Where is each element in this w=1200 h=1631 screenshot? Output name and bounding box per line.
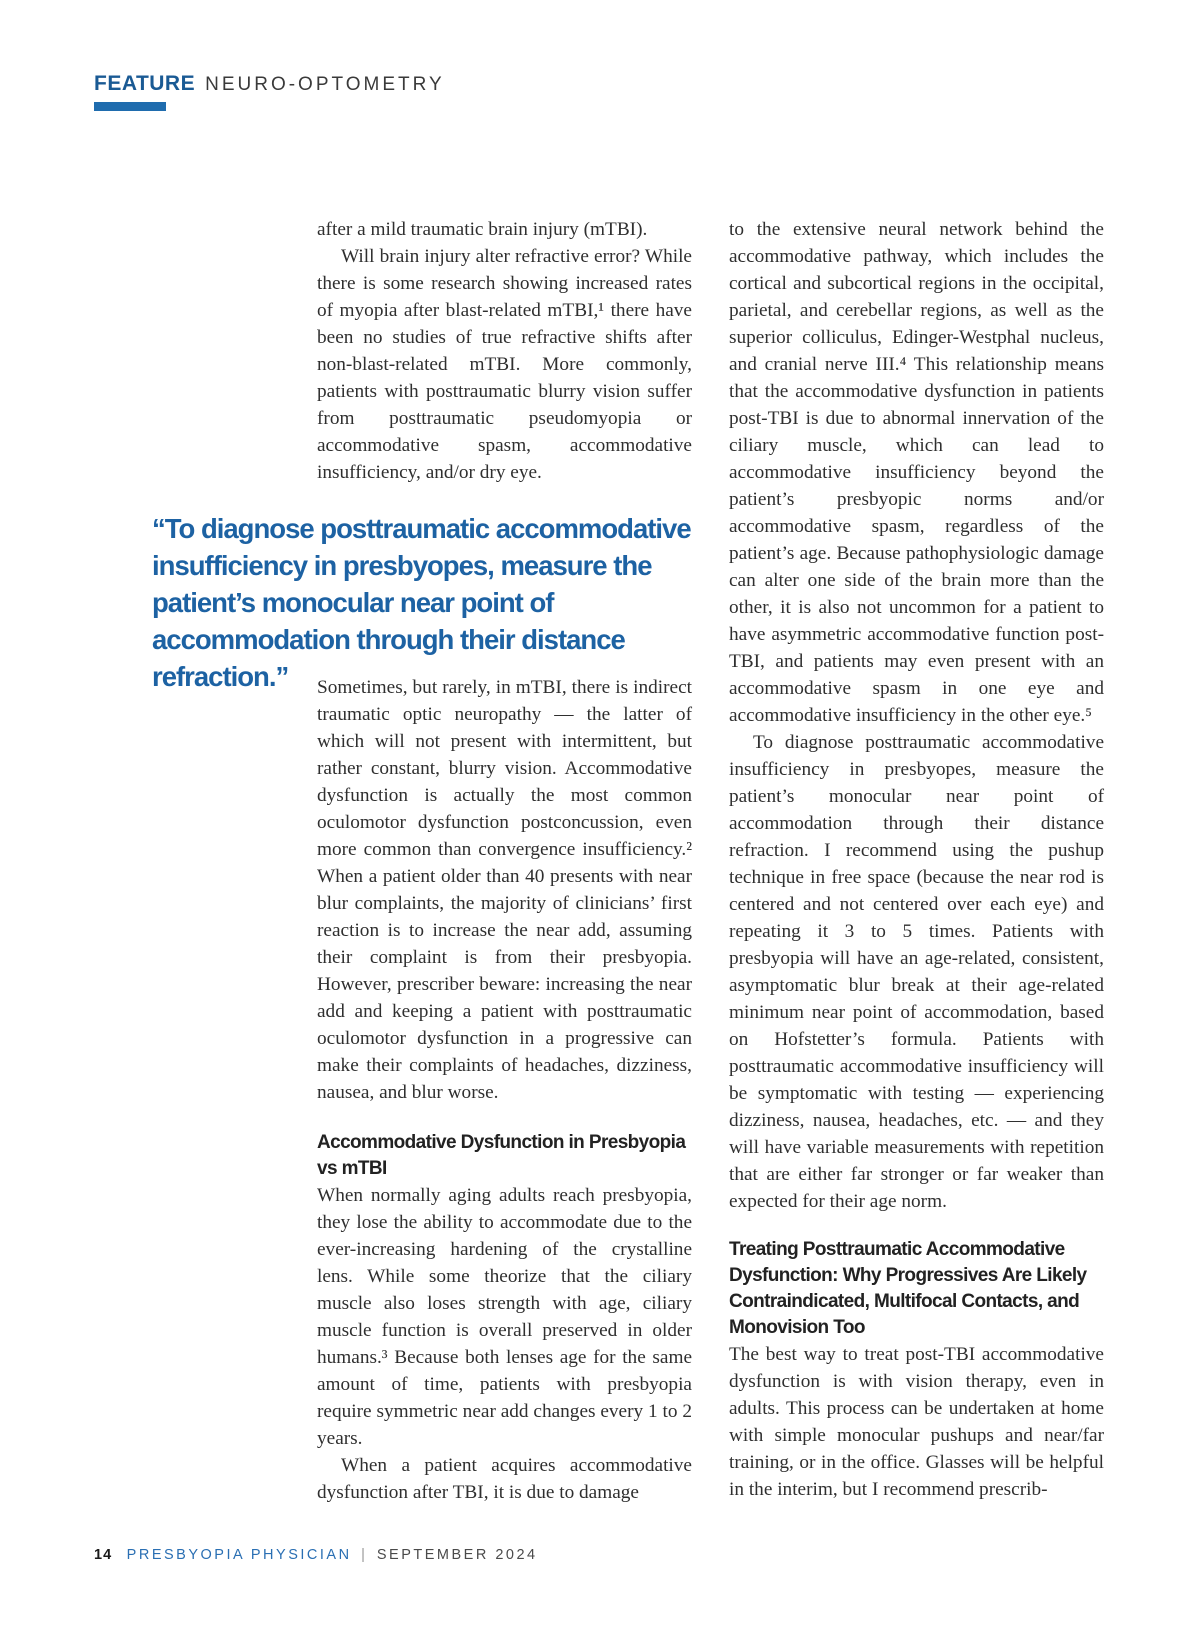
paragraph: to the extensive neural network behind the accommodative pathway, which includes the cortical and subcortical regions in the occipital, parietal, and cerebellar regions, as well as the superior colliculus, Edinger-Westphal nucleus, and cranial nerve III.⁴ This relationship means that the accommodative dysfunction in patients post-TBI is due to abnormal innervation of the ciliary muscle, which can lead to accommodative insufficiency beyond the patient’s presbyopic norms and/or accommodative spasm, regardless of the patient’s age. Because pathophysiologic damage can alter one side of the brain more than the other, it is also not uncommon for a patient to have asymmetric accommodative function post-TBI, and patients may even present with an accommodative spasm in one eye and accommodative insufficiency in the other eye.⁵ [729, 219, 1104, 726]
paragraph: When normally aging adults reach presbyopia, they lose the ability to accommodate due to the ever-increasing hardening of the crystalline lens. While some theorize that the ciliary muscle also loses strength with age, ciliary muscle function is overall preserved in older humans.³ Because both lenses age for the same amount of time, patients with presbyopia require symmetric near add changes every 1 to 2 years. [317, 1185, 692, 1449]
paragraph: Will brain injury alter refractive error? While there is some research showing increased rates of myopia after blast-related mTBI,¹ there have been no studies of true refractive shifts after non-blast-related mTBI. More commonly, patients with posttraumatic blurry vision suffer from posttraumatic pseudomyopia or accommodative spasm, accommodative insufficiency, and/or dry eye. [317, 246, 692, 483]
paragraph: To diagnose posttraumatic accommodative insufficiency in presbyopes, measure the patient’s monocular near point of accommodation through their distance refraction. I recommend using the pushup technique in free space (because the near rod is centered and not centered over each eye) and repeating it 3 to 5 times. Patients with presbyopia will have an age-related, consistent, asymptomatic blur break at their age-related minimum near point of accommodation, based on Hofstetter’s formula. Patients with posttraumatic accommodative insufficiency will be symptomatic with testing — experiencing dizziness, nausea, headaches, etc. — and they will have variable measurements with repetition that are either far stronger or far weaker than expected for their age norm. [729, 732, 1104, 1212]
issue-date: SEPTEMBER 2024 [376, 1547, 538, 1563]
column-left-bottom [317, 674, 692, 1506]
paragraph: When a patient acquires accommodative dysfunction after TBI, it is due to damage [317, 1455, 692, 1503]
section-header [94, 72, 445, 112]
pull-quote: “To diagnose posttraumatic accommodative insufficiency in presbyopes, measure the patient’s monocular near point of accommodation through their distance refraction.” [152, 513, 691, 692]
paragraph: after a mild traumatic brain injury (mTBI). [317, 219, 648, 240]
subheading: Treating Posttraumatic Accommodative Dysfunction: Why Progressives Are Likely Contraindicated, Multifocal Contacts, and Monovision Too [729, 1239, 1087, 1338]
page-number: 14 [94, 1547, 113, 1563]
feature-label: FEATURE [94, 72, 196, 95]
section-label: NEURO-OPTOMETRY [205, 74, 445, 95]
page-footer [94, 1547, 538, 1563]
column-right [729, 216, 1104, 1503]
paragraph: Sometimes, but rarely, in mTBI, there is indirect traumatic optic neuropathy — the latter of which will not present with intermittent, but rather constant, blurry vision. Accommodative dysfunction is actually the most common oculomotor dysfunction postconcussion, even more common than convergence insufficiency.² When a patient older than 40 presents with near blur complaints, the majority of clinicians’ first reaction is to increase the near add, assuming their complaint is from their presbyopia. However, prescriber beware: increasing the near add and keeping a patient with posttraumatic oculomotor dysfunction in a progressive can make their complaints of headaches, dizziness, nausea, and blur worse. [317, 677, 692, 1103]
paragraph: The best way to treat post-TBI accommodative dysfunction is with vision therapy, even in adults. This process can be undertaken at home with simple monocular pushups and near/far training, or in the office. Glasses will be helpful in the interim, but I recommend prescrib- [729, 1344, 1104, 1500]
magazine-name: PRESBYOPIA PHYSICIAN [126, 1547, 352, 1563]
header-accent-bar [94, 102, 166, 111]
subheading: Accommodative Dysfunction in Presbyopia vs mTBI [317, 1132, 686, 1179]
footer-separator: | [361, 1547, 368, 1563]
column-left-top [317, 216, 692, 486]
